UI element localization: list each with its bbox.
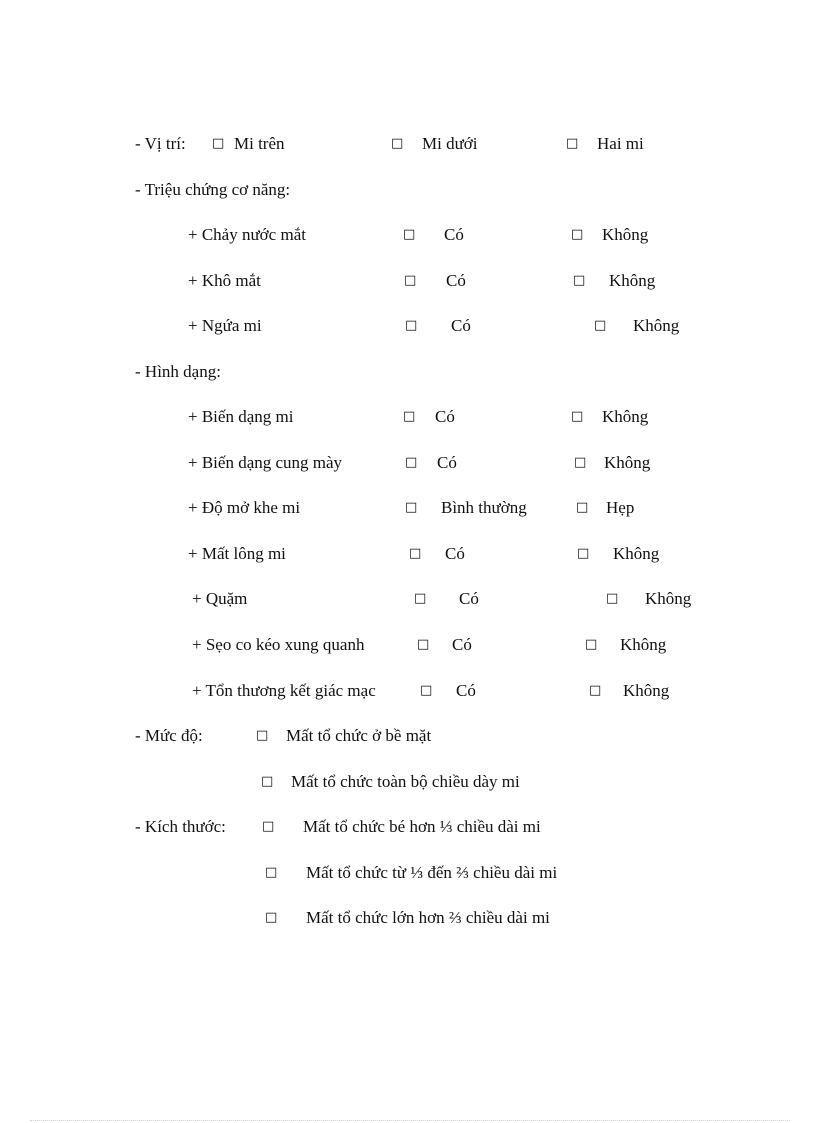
option-normal: Bình thường: [441, 498, 527, 517]
trieu-chung-heading: - Triệu chứng cơ năng:: [135, 180, 291, 199]
option-full-thickness: Mất tổ chức toàn bộ chiều dày mi: [291, 772, 520, 791]
checkbox-normal[interactable]: □: [405, 500, 418, 515]
option-yes: Có: [437, 453, 457, 472]
option-yes: Có: [456, 681, 476, 700]
checkbox-size-small[interactable]: □: [262, 819, 275, 834]
checkbox-yes[interactable]: □: [404, 273, 417, 288]
option-no: Không: [623, 681, 670, 700]
row-label: + Biến dạng cung mày: [188, 453, 343, 472]
muc-do-label: - Mức độ:: [135, 726, 203, 745]
checkbox-narrow[interactable]: □: [576, 500, 589, 515]
option-no: Không: [602, 407, 649, 426]
checkbox-size-medium[interactable]: □: [265, 865, 278, 880]
checkbox-no[interactable]: □: [577, 546, 590, 561]
checkbox-no[interactable]: □: [574, 455, 587, 470]
row-label: + Tổn thương kết giác mạc: [192, 681, 376, 700]
option-size-small: Mất tổ chức bé hơn ⅓ chiều dài mi: [303, 817, 541, 836]
checkbox-yes[interactable]: □: [403, 227, 416, 242]
row-label: + Độ mở khe mi: [188, 498, 301, 517]
option-size-large: Mất tổ chức lớn hơn ⅔ chiều dài mi: [306, 908, 550, 927]
checkbox-yes[interactable]: □: [414, 591, 427, 606]
page-bottom-dotted-rule: [30, 1120, 790, 1121]
option-no: Không: [604, 453, 651, 472]
option-yes: Có: [451, 316, 471, 335]
checkbox-size-large[interactable]: □: [265, 910, 278, 925]
row-label: + Chảy nước mắt: [188, 225, 306, 244]
checkbox-no[interactable]: □: [573, 273, 586, 288]
checkbox-hai-mi[interactable]: □: [566, 136, 579, 151]
checkbox-yes[interactable]: □: [420, 683, 433, 698]
checkbox-surface[interactable]: □: [256, 728, 269, 743]
option-no: Không: [609, 271, 656, 290]
option-no: Không: [633, 316, 680, 335]
option-yes: Có: [435, 407, 455, 426]
option-no: Không: [620, 635, 667, 654]
option-size-medium: Mất tổ chức từ ⅓ đến ⅔ chiều dài mi: [306, 863, 558, 882]
checkbox-yes[interactable]: □: [405, 455, 418, 470]
checkbox-no[interactable]: □: [606, 591, 619, 606]
option-mi-tren: Mi trên: [234, 134, 285, 153]
checkbox-yes[interactable]: □: [403, 409, 416, 424]
option-yes: Có: [446, 271, 466, 290]
checkbox-yes[interactable]: □: [409, 546, 422, 561]
row-label: + Ngứa mi: [188, 316, 262, 335]
row-label: + Sẹo co kéo xung quanh: [192, 635, 365, 654]
option-narrow: Hẹp: [606, 498, 635, 517]
checkbox-no[interactable]: □: [571, 409, 584, 424]
kich-thuoc-label: - Kích thước:: [135, 817, 226, 836]
checkbox-no[interactable]: □: [585, 637, 598, 652]
option-mi-duoi: Mi dưới: [422, 134, 478, 153]
row-label: + Quặm: [192, 589, 248, 608]
checkbox-no[interactable]: □: [594, 318, 607, 333]
option-surface: Mất tổ chức ở bề mặt: [286, 726, 432, 745]
checkbox-no[interactable]: □: [589, 683, 602, 698]
option-yes: Có: [459, 589, 479, 608]
option-no: Không: [645, 589, 692, 608]
checkbox-no[interactable]: □: [571, 227, 584, 242]
option-yes: Có: [445, 544, 465, 563]
checkbox-mi-duoi[interactable]: □: [391, 136, 404, 151]
checkbox-mi-tren[interactable]: □: [212, 136, 225, 151]
checkbox-full-thickness[interactable]: □: [261, 774, 274, 789]
row-label: + Biến dạng mi: [188, 407, 294, 426]
row-label: + Khô mắt: [188, 271, 261, 290]
checkbox-yes[interactable]: □: [417, 637, 430, 652]
option-no: Không: [602, 225, 649, 244]
option-no: Không: [613, 544, 660, 563]
option-yes: Có: [452, 635, 472, 654]
checkbox-yes[interactable]: □: [405, 318, 418, 333]
option-yes: Có: [444, 225, 464, 244]
row-label: + Mất lông mi: [188, 544, 286, 563]
vi-tri-label: - Vị trí:: [135, 134, 186, 153]
hinh-dang-heading: - Hình dạng:: [135, 362, 221, 381]
option-hai-mi: Hai mi: [597, 134, 644, 153]
